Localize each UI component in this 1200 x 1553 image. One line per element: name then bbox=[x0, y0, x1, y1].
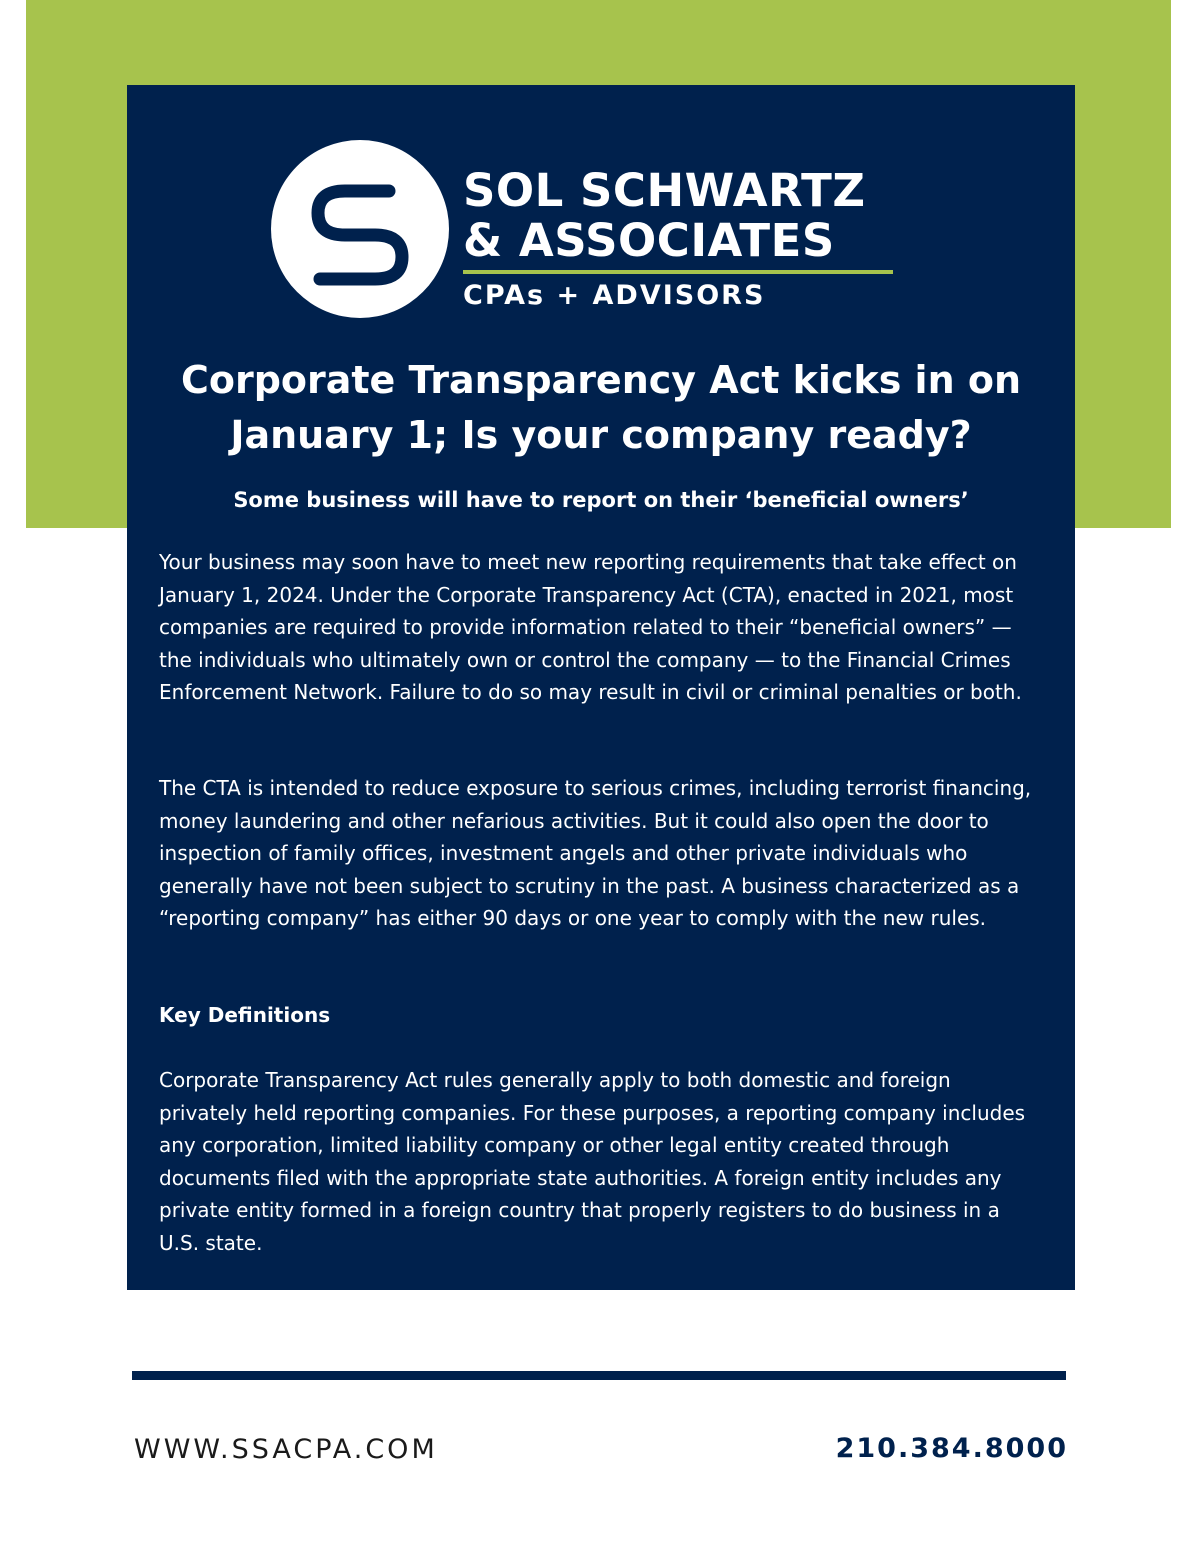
brand-name-line1: SOL SCHWARTZ bbox=[463, 164, 866, 217]
brand-name-line2: & ASSOCIATES bbox=[463, 214, 835, 267]
article-headline: Corporate Transparency Act kicks in on January 1; Is your company ready? bbox=[180, 358, 1022, 457]
logo-badge bbox=[271, 140, 449, 318]
body-paragraph: Corporate Transparency Act rules generally apply to both domestic and foreign privately held reporting companies. For these purposes, a reporting company includes any corporation, limited liability company or other legal entity created through documents filed with the appropriate state authorities. A foreign entity includes any private entity formed in a foreign country that properly registers to do business in a U.S. state. bbox=[159, 1068, 1026, 1255]
section-heading: Key Definitions bbox=[159, 1003, 331, 1027]
brand-logo bbox=[271, 140, 911, 320]
body-paragraph: Your business may soon have to meet new reporting requirements that take effect on January 1, 2024. Under the Corporate Transparency Act (CTA), enacted in 2021, most companies are required to provide information related to their “beneficial owners” — the individuals who ultimately own or control the company — to the Financial Crimes Enforcement Network. Failure to do so may result in civil or criminal penalties or both. bbox=[159, 550, 1022, 704]
body-paragraph: The CTA is intended to reduce exposure to serious crimes, including terrorist financing, money laundering and other nefarious activities. But it could also open the door to inspection of family offices, investment angels and other private individuals who generally have not been subject to scrutiny in the past. A business characterized as a “reporting company” has either 90 days or one year to comply with the new rules. bbox=[159, 776, 1032, 930]
phone-number[interactable]: 210.384.8000 bbox=[835, 1433, 1068, 1464]
brand-tagline: CPAs + ADVISORS bbox=[463, 280, 766, 311]
s-monogram-icon bbox=[271, 140, 449, 318]
website-link[interactable]: WWW.SSACPA.COM bbox=[134, 1434, 438, 1465]
article-card bbox=[127, 85, 1075, 1290]
article-subheadline: Some business will have to report on their ‘beneficial owners’ bbox=[233, 488, 969, 512]
footer-divider bbox=[132, 1371, 1066, 1380]
brand-divider bbox=[463, 270, 893, 274]
